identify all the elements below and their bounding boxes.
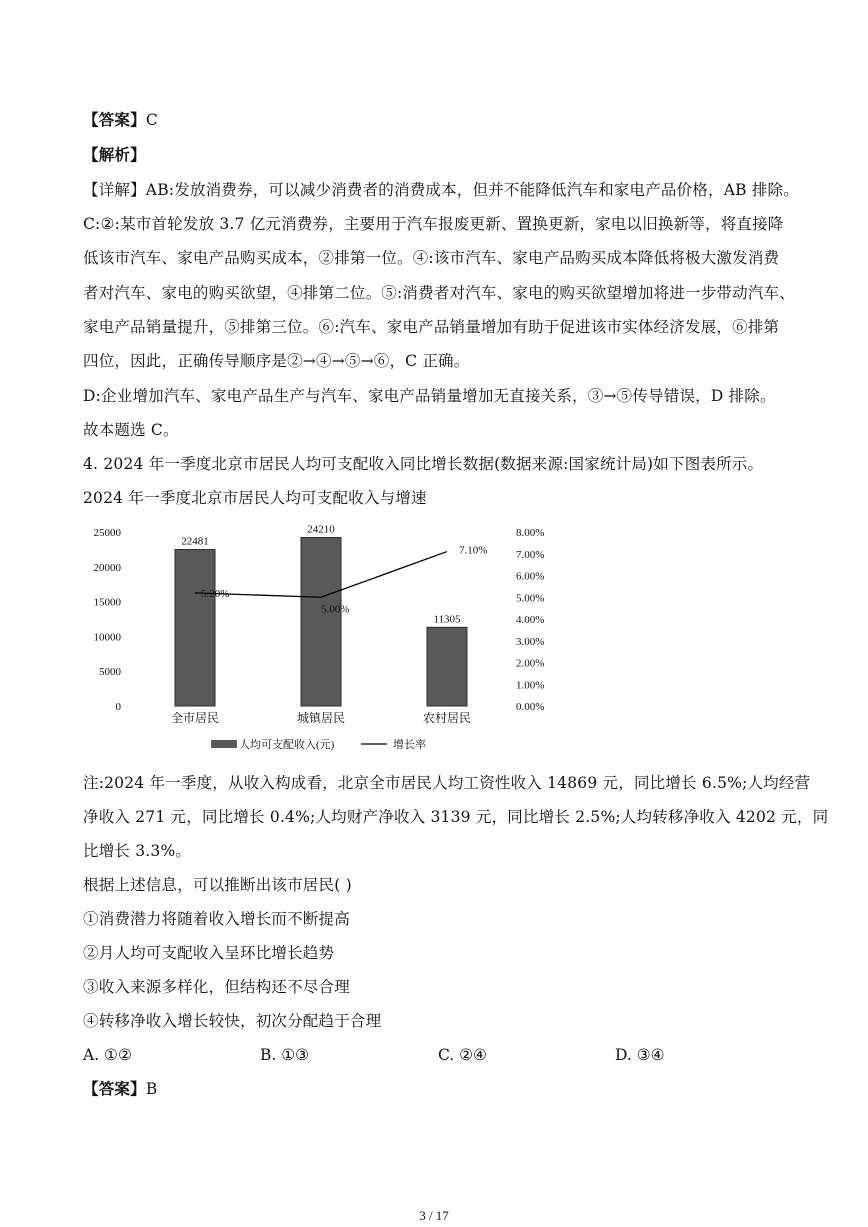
right-tick-label: 4.00%: [516, 614, 545, 626]
question-answer: [83, 1079, 157, 1099]
analysis-line: 低该市汽车、家电产品购买成本，②排第一位。④:该市汽车、家电产品购买成本降低将极大激发消费: [83, 249, 780, 267]
right-tick-label: 2.00%: [516, 657, 545, 670]
bar: [427, 627, 467, 706]
statement-item: ④转移净收入增长较快，初次分配趋于合理: [83, 1012, 382, 1030]
note-line: 比增长 3.3%。: [83, 842, 192, 860]
statement-item: ②月人均可支配收入呈环比增长趋势: [83, 944, 335, 962]
left-tick-label: 0: [115, 701, 121, 713]
answer-value: C: [145, 111, 158, 129]
bar-data-label: 11305: [433, 613, 461, 626]
analysis-line: 四位，因此，正确传导顺序是②→④→⑤→⑥，C 正确。: [83, 352, 470, 370]
right-tick-label: 0.00%: [516, 701, 545, 713]
bar-data-label: 24210: [307, 523, 335, 536]
previous-answer: [83, 110, 158, 130]
bar: [301, 537, 341, 706]
option-a: A. ①②: [83, 1046, 132, 1064]
question-prompt: 根据上述信息，可以推断出该市居民( ): [83, 876, 352, 894]
option-c: C. ②④: [438, 1046, 487, 1064]
answer-label: 【答案】: [83, 110, 146, 129]
legend-line-label: 增长率: [393, 739, 426, 751]
right-tick-label: 5.00%: [516, 592, 545, 605]
statement-item: ③收入来源多样化，但结构还不尽合理: [83, 978, 350, 996]
left-tick-label: 10000: [93, 631, 121, 644]
left-tick-label: 20000: [93, 561, 121, 574]
question-stem: 4. 2024 年一季度北京市居民人均可支配收入同比增长数据(数据来源:国家统计局)如下图表所示。: [83, 455, 764, 473]
bar-data-label: 22481: [181, 535, 209, 548]
category-label: 全市居民: [170, 711, 220, 725]
line-data-label: 7.10%: [459, 544, 488, 557]
right-axis-ticks: [516, 527, 544, 713]
chart-caption: 2024 年一季度北京市居民人均可支配收入与增速: [83, 489, 427, 507]
analysis-line: C:②:某市首轮发放 3.7 亿元消费券，主要用于汽车报废更新、置换更新，家电以旧换新等，将直接降: [83, 215, 784, 233]
left-tick-label: 5000: [99, 666, 121, 679]
analysis-line: 【详解】AB:发放消费券，可以减少消费者的消费成本，但并不能降低汽车和家电产品价格，AB 排除。: [83, 181, 799, 199]
right-tick-label: 7.00%: [516, 548, 545, 561]
option-b: B. ①③: [260, 1046, 310, 1064]
option-d: D. ③④: [615, 1046, 665, 1064]
analysis-heading: 【解析】: [83, 145, 146, 164]
note-line: 净收入 271 元，同比增长 0.4%;人均财产净收入 3139 元，同比增长 2.5%;人均转移净收入 4202 元，同: [83, 808, 829, 826]
line-data-labels: [201, 545, 487, 616]
right-tick-label: 6.00%: [516, 570, 545, 583]
left-tick-label: 15000: [93, 596, 121, 609]
category-label: 农村居民: [422, 711, 472, 725]
category-labels: [171, 710, 471, 725]
note-line: 注:2024 年一季度，从收入构成看，北京全市居民人均工资性收入 14869 元，同比增长 6.5%;人均经营: [83, 774, 811, 792]
analysis-line: D:企业增加汽车、家电产品生产与汽车、家电产品销量增加无直接关系，③→⑤传导错误，D 排除。: [83, 387, 776, 405]
answer-value: B: [145, 1080, 158, 1098]
answer-label: 【答案】: [83, 1079, 146, 1098]
line-data-label: 5.20%: [201, 587, 230, 600]
legend-bar-label: 人均可支配收入(元): [239, 739, 335, 751]
bar-series: [175, 537, 467, 706]
statement-item: ①消费潜力将随着收入增长而不断提高: [83, 910, 350, 928]
analysis-line: 者对汽车、家电的购买欲望，④排第二位。⑤:消费者对汽车、家电的购买欲望增加将进一步带动汽车、: [83, 284, 795, 302]
right-tick-label: 1.00%: [516, 679, 545, 692]
right-tick-label: 8.00%: [516, 527, 545, 539]
legend-bar-swatch: [211, 740, 237, 748]
right-tick-label: 3.00%: [516, 635, 545, 648]
bar: [175, 550, 215, 706]
category-label: 城镇居民: [296, 711, 346, 725]
analysis-line: 故本题选 C。: [83, 421, 179, 439]
income-chart: [83, 520, 563, 756]
left-tick-label: 25000: [93, 527, 121, 539]
left-axis-ticks: [94, 527, 122, 713]
analysis-line: 家电产品销量提升，⑤排第三位。⑥:汽车、家电产品销量增加有助于促进该市实体经济发展，⑥排第: [83, 318, 780, 336]
page-number: 3 / 17: [419, 1208, 449, 1223]
chart-legend: [211, 737, 426, 751]
line-data-label: 5.00%: [321, 603, 350, 616]
